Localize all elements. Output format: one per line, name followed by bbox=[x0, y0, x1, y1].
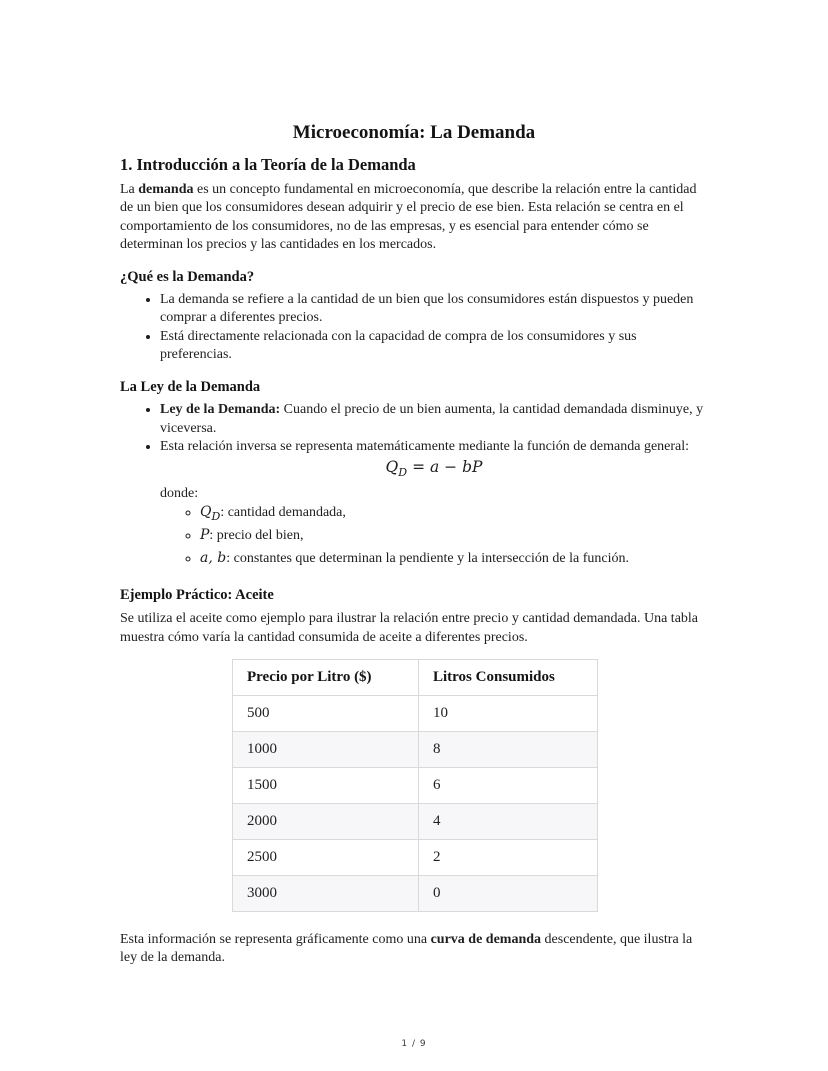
closing-text-post: descendente, que ilustra la ley de la demanda. bbox=[120, 931, 693, 966]
formula-rhs: = a − bP bbox=[412, 458, 483, 477]
list-item bbox=[200, 549, 708, 572]
ley-item-bold: Ley de la Demanda: bbox=[160, 402, 281, 418]
ley-list bbox=[120, 401, 708, 572]
cell-litros: 2 bbox=[419, 839, 598, 875]
table-header-row bbox=[233, 659, 598, 695]
table-row bbox=[233, 731, 598, 767]
list-item: • Está directamente relacionada con la capacidad de compra de los consumidores y sus preferencias. bbox=[160, 328, 708, 365]
document-content bbox=[120, 0, 708, 967]
cell-precio: 2000 bbox=[233, 803, 419, 839]
variable-description: : cantidad demandada, bbox=[220, 504, 346, 520]
cell-precio: 3000 bbox=[233, 875, 419, 911]
table-row bbox=[233, 839, 598, 875]
table-row bbox=[233, 695, 598, 731]
list-item bbox=[160, 438, 708, 572]
closing-paragraph bbox=[120, 931, 708, 968]
list-item bbox=[200, 503, 708, 526]
donde-label: donde: bbox=[160, 485, 199, 501]
formula-subscript: D bbox=[398, 466, 408, 480]
list-item bbox=[160, 401, 708, 438]
table-row bbox=[233, 875, 598, 911]
cell-precio: 2500 bbox=[233, 839, 419, 875]
table-row bbox=[233, 767, 598, 803]
subheading-que-es-la-demanda: ¿Qué es la Demanda? bbox=[120, 269, 255, 286]
ejemplo-paragraph: Se utiliza el aceite como ejemplo para ilustrar la relación entre precio y cantidad demandada. Una tabla muestra cómo varía la cantidad consumida de aceite a diferentes precios. bbox=[120, 611, 699, 645]
variable-symbol: P bbox=[200, 527, 210, 544]
cell-litros: 4 bbox=[419, 803, 598, 839]
page-title: Microeconomía: La Demanda bbox=[292, 122, 536, 143]
demand-formula bbox=[160, 458, 708, 482]
intro-text-bold: demanda bbox=[138, 182, 194, 197]
cell-litros: 0 bbox=[419, 875, 598, 911]
demand-table bbox=[232, 659, 598, 912]
cell-precio: 500 bbox=[233, 695, 419, 731]
subheading-ley-de-la-demanda: La Ley de la Demanda bbox=[120, 379, 261, 396]
cell-precio: 1000 bbox=[233, 731, 419, 767]
table-body bbox=[233, 695, 598, 911]
list-item bbox=[200, 526, 708, 549]
closing-text-pre: Esta información se representa gráficamente como una bbox=[120, 931, 431, 947]
variable-description: : constantes que determinan la pendiente y la intersección de la función. bbox=[226, 551, 629, 567]
variable-symbol: Q bbox=[200, 503, 212, 520]
ley-item2-text: Esta relación inversa se representa matemáticamente mediante la función de demanda general: bbox=[160, 438, 690, 454]
intro-paragraph bbox=[120, 181, 708, 254]
cell-litros: 10 bbox=[419, 695, 598, 731]
intro-text-pre: La bbox=[120, 182, 139, 197]
page-number: 1 / 9 bbox=[401, 1039, 427, 1049]
table-head bbox=[233, 659, 598, 695]
cell-litros: 8 bbox=[419, 731, 598, 767]
cell-precio: 1500 bbox=[233, 767, 419, 803]
formula-base: Q bbox=[385, 458, 399, 477]
column-header-litros: Litros Consumidos bbox=[419, 659, 598, 695]
closing-text-bold: curva de demanda bbox=[430, 931, 542, 947]
variable-subscript: D bbox=[211, 509, 221, 523]
table-row bbox=[233, 803, 598, 839]
variable-description: : precio del bien, bbox=[209, 528, 304, 544]
cell-litros: 6 bbox=[419, 767, 598, 803]
section-heading-intro: 1. Introducción a la Teoría de la Demanda bbox=[120, 155, 416, 174]
intro-text-post: es un concepto fundamental en microeconomía, que describe la relación entre la cantidad de un bien que los consumidores desean adquirir y el precio de ese bien. Esta relación se centra en el comportamiento de los consumidores, no de las empresas, y es esencial para entender cómo se determinan los precios y las cantidades en los mercados. bbox=[120, 182, 697, 252]
list-item: • La demanda se refiere a la cantidad de un bien que los consumidores están dispuestos y pueden comprar a diferentes precios. bbox=[160, 291, 708, 328]
que-es-list bbox=[120, 291, 708, 364]
subheading-ejemplo-practico: Ejemplo Práctico: Aceite bbox=[120, 587, 274, 604]
variables-list bbox=[160, 503, 708, 572]
variable-symbol: a, b bbox=[200, 550, 227, 567]
column-header-precio: Precio por Litro ($) bbox=[233, 659, 419, 695]
ley-item-text: Cuando el precio de un bien aumenta, la cantidad demandada disminuye, y viceversa. bbox=[160, 402, 704, 436]
